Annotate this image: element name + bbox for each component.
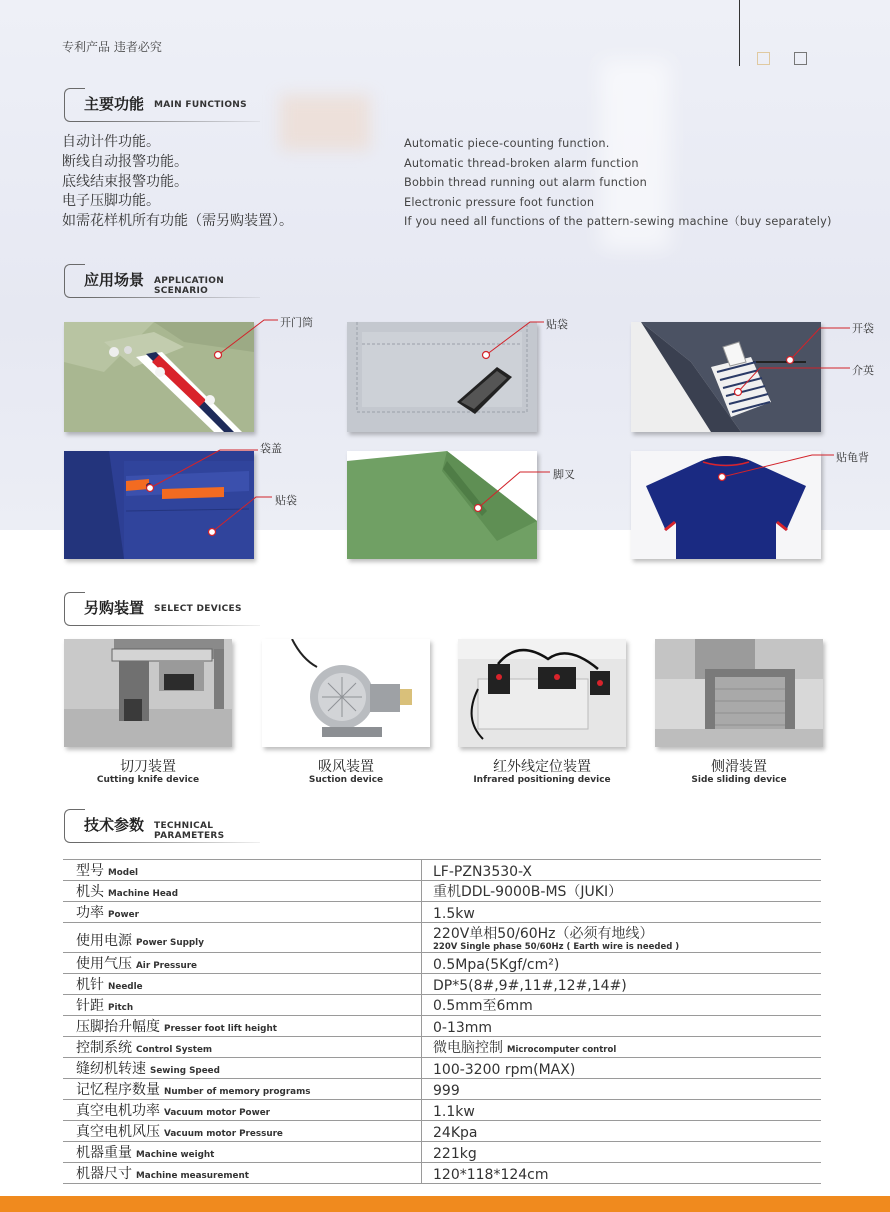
param-key — [63, 1016, 422, 1037]
function-item: Electronic pressure foot function — [404, 195, 595, 209]
device-label-cn: 吸风装置 — [318, 759, 374, 775]
section-title-cn: 另购装置 — [84, 599, 145, 617]
device-label-en: Infrared positioning device — [473, 775, 611, 785]
photo-vent — [347, 451, 537, 559]
param-name-cn: 功率 — [76, 905, 104, 921]
param-name-en: Power — [108, 910, 139, 920]
corner-square-decoration — [794, 52, 807, 65]
param-name-cn: 使用气压 — [76, 956, 132, 972]
param-name-cn: 使用电源 — [76, 932, 132, 949]
section-title-en: MAIN FUNCTIONS — [154, 100, 247, 110]
param-value-text: 重机DDL-9000B-MS（JUKI） — [433, 884, 623, 900]
param-value-text: 0.5Mpa(5Kgf/cm²) — [433, 956, 560, 973]
param-value — [422, 923, 822, 953]
param-value-text: 1.5kw — [433, 905, 475, 922]
function-item: Automatic thread-broken alarm function — [404, 156, 639, 170]
param-value-text: 0.5mm至6mm — [433, 998, 533, 1014]
param-key — [63, 923, 422, 953]
param-value — [422, 953, 822, 974]
photo-polo-placket — [64, 322, 254, 432]
table-row — [63, 1058, 821, 1079]
param-key — [63, 974, 422, 995]
param-value — [422, 1016, 822, 1037]
photo-suction-device — [262, 639, 430, 747]
callout-placket: 开门筒 — [280, 316, 313, 329]
param-value-text: 100-3200 rpm(MAX) — [433, 1061, 576, 1078]
param-name-en: Pitch — [108, 1003, 134, 1013]
param-name-en: Air Pressure — [136, 961, 198, 971]
param-value-text: 微电脑控制 — [433, 1040, 503, 1056]
function-item: Automatic piece-counting function. — [404, 137, 610, 150]
header-bracket — [64, 88, 85, 122]
photo-side-sliding-device — [655, 639, 823, 747]
param-key — [63, 1058, 422, 1079]
function-item: 自动计件功能。 — [62, 134, 160, 150]
param-value — [422, 995, 822, 1016]
param-name-en: Needle — [108, 982, 143, 992]
photo-back-patch — [631, 451, 821, 559]
function-item: 如需花样机所有功能（需另购装置）。 — [62, 213, 293, 230]
param-value — [422, 1079, 822, 1100]
table-row — [63, 923, 821, 953]
section-header-main-functions — [64, 88, 264, 122]
section-header-application — [64, 264, 264, 298]
photo-pocket-flap — [64, 451, 254, 559]
param-value-text: 221kg — [433, 1145, 477, 1162]
param-name-en: Vacuum motor Pressure — [164, 1129, 283, 1139]
param-name-cn: 压脚抬升幅度 — [76, 1019, 160, 1035]
param-name-en: Power Supply — [136, 937, 204, 948]
param-key — [63, 1163, 422, 1184]
param-name-cn: 控制系统 — [76, 1040, 132, 1056]
device-label-cn: 侧滑装置 — [711, 759, 767, 775]
corner-square-decoration — [757, 52, 770, 65]
table-row — [63, 953, 821, 974]
header-underline — [84, 297, 260, 299]
param-value — [422, 1142, 822, 1163]
callout-pocket-flap: 袋盖 — [260, 442, 282, 455]
table-row — [63, 1079, 821, 1100]
section-title-en: SELECT DEVICES — [154, 604, 242, 614]
param-name-en: Machine weight — [136, 1150, 215, 1160]
param-name-en: Sewing Speed — [150, 1066, 220, 1076]
table-row — [63, 1037, 821, 1058]
header-bracket — [64, 264, 85, 298]
photo-open-pocket — [631, 322, 821, 432]
param-key — [63, 1037, 422, 1058]
callout-patch-pocket: 贴袋 — [275, 494, 297, 507]
param-name-cn: 针距 — [76, 998, 104, 1014]
param-name-cn: 型号 — [76, 863, 104, 879]
function-item: 断线自动报警功能。 — [62, 153, 188, 170]
param-value-text: 24Kpa — [433, 1124, 478, 1141]
param-name-en: Machine Head — [108, 889, 179, 899]
corner-divider-line — [739, 0, 740, 66]
functions-list-en — [404, 134, 832, 232]
param-value-text: 120*118*124cm — [433, 1166, 549, 1183]
param-key — [63, 1100, 422, 1121]
param-value-en: 220V Single phase 50/60Hz ( Earth wire is needed ) — [433, 942, 680, 952]
technical-parameters-table — [63, 859, 821, 1184]
param-value — [422, 860, 822, 881]
param-name-cn: 机针 — [76, 977, 104, 993]
function-item: Bobbin thread running out alarm function — [404, 176, 647, 190]
param-key — [63, 953, 422, 974]
param-value — [422, 974, 822, 995]
param-value — [422, 1163, 822, 1184]
function-item: If you need all functions of the pattern-sewing machine（buy separately) — [404, 215, 832, 229]
param-key — [63, 860, 422, 881]
table-row — [63, 1163, 821, 1184]
device-label-en: Cutting knife device — [96, 775, 200, 785]
callout-back-patch: 贴龟背 — [836, 451, 869, 464]
callout-patch-pocket: 贴袋 — [546, 318, 568, 331]
patent-notice: 专利产品 违者必究 — [62, 40, 162, 54]
param-value-text: LF-PZN3530-X — [433, 863, 532, 880]
photo-infrared-device — [458, 639, 626, 747]
table-row — [63, 974, 821, 995]
function-item: 电子压脚功能。 — [62, 193, 160, 210]
param-name-cn: 机器重量 — [76, 1145, 132, 1161]
header-bracket — [64, 592, 85, 626]
background-glow — [280, 95, 370, 150]
param-value — [422, 902, 822, 923]
section-title-cn: 应用场景 — [84, 271, 145, 289]
photo-patch-pocket — [347, 322, 537, 432]
param-value — [422, 1100, 822, 1121]
callout-interlining: 介英 — [852, 364, 874, 377]
section-title-en: TECHNICAL PARAMETERS — [154, 821, 225, 841]
param-name-cn: 机器尺寸 — [76, 1166, 132, 1182]
param-value-en: Microcomputer control — [507, 1045, 617, 1055]
param-value-text: DP*5(8#,9#,11#,12#,14#) — [433, 977, 627, 994]
photo-cutting-knife — [64, 639, 232, 747]
device-label-en: Suction device — [308, 775, 384, 785]
param-value-text: 220V单相50/60Hz（必须有地线） — [433, 926, 654, 942]
param-name-en: Control System — [136, 1045, 213, 1055]
param-name-cn: 记忆程序数量 — [76, 1082, 160, 1098]
table-row — [63, 860, 821, 881]
param-name-cn: 真空电机风压 — [76, 1124, 160, 1140]
param-key — [63, 1079, 422, 1100]
param-name-en: Presser foot lift height — [164, 1024, 277, 1034]
header-underline — [84, 625, 260, 627]
section-title-cn: 主要功能 — [84, 95, 145, 113]
param-value — [422, 881, 822, 902]
param-key — [63, 995, 422, 1016]
header-underline — [84, 121, 260, 123]
param-name-en: Machine measurement — [136, 1171, 249, 1181]
param-name-cn: 真空电机功率 — [76, 1103, 160, 1119]
device-label-cn: 红外线定位装置 — [493, 759, 591, 775]
section-header-technical — [64, 809, 264, 843]
param-value-text: 0-13mm — [433, 1019, 493, 1036]
section-title-cn: 技术参数 — [84, 816, 145, 834]
table-row — [63, 1142, 821, 1163]
param-name-en: Model — [108, 868, 139, 878]
device-label-cn: 切刀装置 — [120, 759, 176, 775]
table-row — [63, 1100, 821, 1121]
table-row — [63, 881, 821, 902]
function-item: 底线结束报警功能。 — [62, 173, 188, 190]
param-name-cn: 缝纫机转速 — [76, 1061, 146, 1077]
param-name-cn: 机头 — [76, 884, 104, 900]
header-bracket — [64, 809, 85, 843]
footer-accent-bar — [0, 1196, 890, 1212]
table-row — [63, 1016, 821, 1037]
param-name-en: Vacuum motor Power — [164, 1108, 271, 1118]
param-value-text: 1.1kw — [433, 1103, 475, 1120]
param-key — [63, 902, 422, 923]
callout-vent: 脚叉 — [553, 468, 575, 481]
param-value — [422, 1037, 822, 1058]
param-value-text: 999 — [433, 1082, 460, 1099]
param-key — [63, 1121, 422, 1142]
param-value — [422, 1121, 822, 1142]
header-underline — [84, 842, 260, 844]
param-value — [422, 1058, 822, 1079]
section-title-en: APPLICATION SCENARIO — [154, 276, 225, 296]
table-row — [63, 1121, 821, 1142]
section-header-devices — [64, 592, 264, 626]
param-key — [63, 881, 422, 902]
device-label-en: Side sliding device — [691, 775, 787, 785]
functions-list-cn — [62, 133, 293, 232]
callout-open-pocket: 开袋 — [852, 322, 874, 335]
table-row — [63, 902, 821, 923]
table-row — [63, 995, 821, 1016]
param-key — [63, 1142, 422, 1163]
param-name-en: Number of memory programs — [164, 1087, 311, 1097]
